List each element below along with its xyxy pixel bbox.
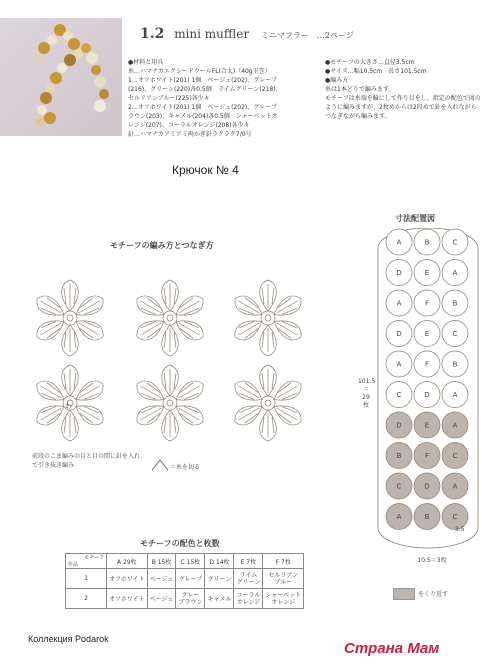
column-header: C 15枚 — [176, 554, 205, 569]
layout-motif-label: C — [396, 391, 402, 399]
pattern-name-jp: ミニマフラー …2ページ — [260, 31, 354, 40]
layout-motif-label: B — [424, 238, 430, 247]
layout-motif-label: B — [424, 513, 430, 521]
color-cell: グリーン — [205, 569, 234, 589]
layout-motif-label: D — [424, 391, 430, 399]
layout-motif-label: D — [396, 269, 402, 277]
spec-line: モチーフは糸端を輪にして作り目をし、指定の配色で図の — [325, 95, 481, 102]
site-logo: Страна Мам — [344, 640, 440, 657]
materials-line: レンジ(207)、コーラルオレンジ(208)各少々 — [128, 122, 250, 129]
row-label: 2 — [66, 589, 107, 609]
layout-diagram — [375, 228, 485, 558]
corner-top: モチーフ — [84, 555, 104, 561]
layout-motif-label: A — [396, 513, 402, 521]
motif-size-label: 3.5 — [455, 526, 465, 533]
column-header: B 15枚 — [147, 554, 176, 569]
layout-motif-label: C — [452, 330, 458, 338]
height-unit: 枚 — [362, 402, 369, 409]
column-header: E 7枚 — [234, 554, 263, 569]
color-cell: コーラル オレンジ — [234, 589, 263, 609]
materials-line: (216)、グリーン(220)各0.5個 ライムグリーン(218)、 — [128, 86, 282, 93]
column-header: A 29枚 — [107, 554, 148, 569]
width-dimension: 10.5＝3枚 — [417, 557, 447, 564]
cut-note: ＝糸を切る — [170, 464, 201, 471]
layout-motif-label: D — [424, 482, 430, 491]
collection-credit: Коллекция Podarok — [28, 634, 109, 644]
legend-text: をくり返す — [418, 591, 449, 598]
layout-motif-label: E — [424, 330, 430, 338]
layout-motif-label: B — [396, 452, 402, 460]
layout-motif-label: A — [396, 360, 402, 369]
materials-heading: ●材料と用具 — [128, 59, 164, 66]
color-cell: オフホワイト — [107, 569, 148, 589]
spec-line: ●モチーフの大きさ…直径3.5cm — [325, 59, 415, 66]
product-photo — [0, 18, 122, 136]
spec-line: ように編みますが、2枚めからは2段めで針を入れながら — [325, 104, 477, 111]
color-cell: ベージュ — [147, 589, 176, 609]
height-num: 101.5 — [358, 378, 376, 385]
spec-line: 糸は1本どりで編みます。 — [325, 86, 395, 93]
layout-motif-label: A — [396, 299, 402, 308]
hook-note: Крючок № 4 — [172, 163, 239, 177]
spec-line: ●編み方 — [325, 77, 349, 84]
layout-motif-label: E — [424, 421, 430, 430]
legend-swatch — [393, 588, 415, 600]
column-header: D 14枚 — [205, 554, 234, 569]
table-row — [66, 569, 304, 589]
layout-motif-label: A — [452, 421, 458, 430]
color-cell: オフホワイト — [107, 589, 148, 609]
layout-motif-label: C — [452, 452, 458, 460]
spec-line: ●サイズ…幅10.5cm 長さ101.5cm — [325, 68, 427, 75]
color-table — [65, 553, 304, 609]
pattern-title — [140, 26, 354, 42]
color-cell: セルリアン ブルー — [263, 569, 304, 589]
materials-line: 針…ハマナカアミアミ両かぎ針ラクラク7/0号 — [128, 131, 252, 138]
materials-block — [128, 58, 308, 139]
pattern-number: 1.2 — [140, 26, 165, 42]
color-cell: グレープ — [176, 569, 205, 589]
specs-block — [325, 58, 495, 121]
layout-motif-label: C — [452, 238, 458, 247]
ring-mark: わ — [65, 402, 72, 410]
spec-line: つなぎながら編みます。 — [325, 113, 391, 120]
layout-motif-label: B — [452, 360, 458, 369]
color-cell: グレー ブラウン — [176, 589, 205, 609]
column-header: F 7枚 — [263, 554, 304, 569]
layout-motif-label: C — [396, 482, 402, 491]
corner-cell — [66, 554, 107, 569]
table-header-row — [66, 554, 304, 569]
pattern-name: mini muffler — [174, 27, 250, 41]
table-row — [66, 589, 304, 609]
layout-motif-label: D — [396, 421, 402, 430]
layout-motif-label: F — [424, 452, 430, 460]
materials-line: ラウン(203)、キャメル(204)各0.5個 シャーベットオ — [128, 113, 278, 120]
layout-motif-label: A — [452, 482, 458, 491]
color-cell: キャメル — [205, 589, 234, 609]
materials-line: 糸…ハマナカエクシードウールFL(合太)（40g玉巻） — [128, 68, 271, 75]
layout-motif-label: F — [424, 299, 430, 308]
row-label: 1 — [66, 569, 107, 589]
muffler-image — [0, 18, 122, 136]
layout-motif-label: F — [424, 360, 430, 369]
layout-motif-label: C — [452, 513, 458, 521]
layout-motif-label: B — [452, 299, 458, 308]
layout-motif-label: D — [396, 330, 402, 338]
color-cell: ライム グリーン — [234, 569, 263, 589]
motif-diagram — [10, 258, 310, 458]
join-note: 前段のこま編みの目と目の間に針を入れて引き抜き編み — [32, 453, 141, 469]
layout-motif-label: A — [396, 238, 402, 247]
scissors-icon — [150, 458, 170, 472]
color-cell: ベージュ — [147, 569, 176, 589]
diagram-title: モチーフの編み方とつなぎ方 — [110, 241, 214, 250]
materials-line: 1…オフホワイト(201) 1個 ベージュ(202)、グレープ — [128, 77, 277, 84]
height-dimension — [358, 378, 374, 410]
layout-motif-label: A — [452, 269, 458, 277]
dimension-title: 寸法配置図 — [395, 214, 435, 223]
materials-line: 2…オフホワイト(201) 1個 ベージュ(202)、グレープ — [128, 104, 277, 111]
corner-bottom: 作品 — [68, 562, 79, 568]
layout-motif-label: E — [424, 269, 430, 277]
height-eq: ＝ — [362, 386, 369, 393]
height-count: 29 — [362, 394, 370, 401]
materials-line: セルリアンブルー(225)各少々 — [128, 95, 210, 102]
color-table-title: モチーフの配色と枚数 — [140, 539, 220, 548]
color-cell: シャーベット オレンジ — [263, 589, 304, 609]
layout-motif-label: A — [452, 391, 458, 399]
